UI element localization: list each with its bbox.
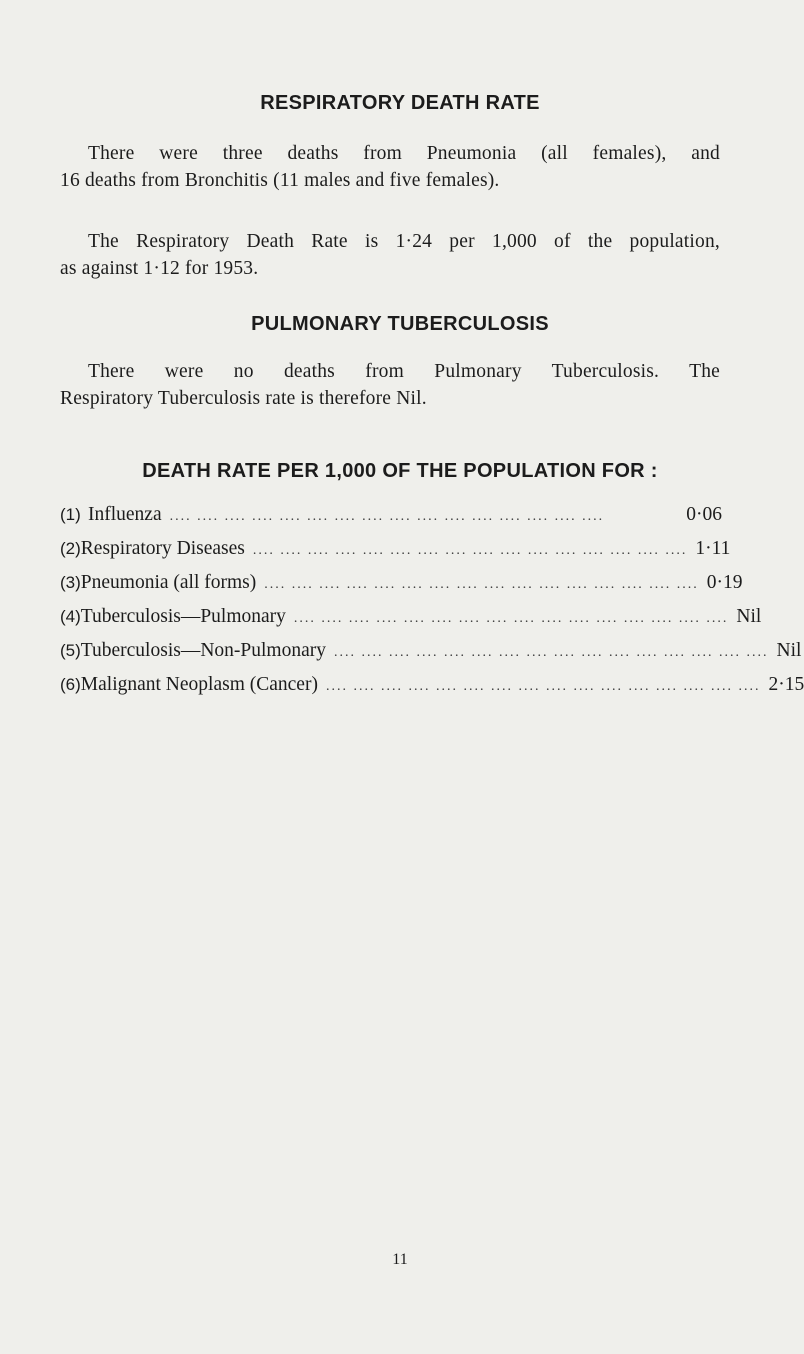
item-value: Nil xyxy=(736,606,762,627)
respiratory-paragraph-2 xyxy=(60,228,720,282)
list-item xyxy=(60,572,743,606)
item-value: 2·15 xyxy=(768,674,804,695)
paragraph-line: The Respiratory Death Rate is 1·24 per 1,000 of the population, xyxy=(88,231,720,252)
item-number: (1) xyxy=(60,505,81,524)
list-item xyxy=(60,674,804,708)
death-rate-list xyxy=(60,504,804,708)
list-item xyxy=(60,538,731,572)
leader-dots: .... .... .... .... .... .... .... .... .... .... .... .... .... .... .... .... xyxy=(293,611,729,626)
leader-dots: .... .... .... .... .... .... .... .... .... .... .... .... .... .... .... .... xyxy=(169,509,605,524)
leader-dots: .... .... .... .... .... .... .... .... .... .... .... .... .... .... .... .... xyxy=(252,543,688,558)
list-item xyxy=(60,504,722,538)
item-value: 0·19 xyxy=(706,572,743,593)
page-number: 11 xyxy=(392,1251,408,1268)
item-label: Malignant Neoplasm (Cancer) xyxy=(80,674,318,695)
item-label: Tuberculosis—Non-Pulmonary xyxy=(80,640,326,661)
item-number: (6) xyxy=(60,675,81,694)
leader-dots: .... .... .... .... .... .... .... .... .... .... .... .... .... .... .... .... xyxy=(264,577,699,592)
death-rate-heading: DEATH RATE PER 1,000 OF THE POPULATION FOR : xyxy=(142,460,658,482)
paragraph-line: Respiratory Tuberculosis rate is therefore Nil. xyxy=(60,388,427,409)
list-item xyxy=(60,640,802,674)
tuberculosis-paragraph xyxy=(60,358,720,412)
tuberculosis-heading: PULMONARY TUBERCULOSIS xyxy=(251,313,549,335)
leader-dots: .... .... .... .... .... .... .... .... .... .... .... .... .... .... .... .... xyxy=(325,679,761,694)
item-label: Respiratory Diseases xyxy=(80,538,245,559)
item-number: (4) xyxy=(60,607,81,626)
item-label: Influenza xyxy=(88,504,162,525)
paragraph-line: as against 1·12 for 1953. xyxy=(60,258,259,279)
respiratory-heading: RESPIRATORY DEATH RATE xyxy=(260,92,540,114)
paragraph-line: There were no deaths from Pulmonary Tuberculosis. The xyxy=(88,361,720,382)
item-label: Tuberculosis—Pulmonary xyxy=(80,606,286,627)
item-value: 1·11 xyxy=(695,538,731,559)
item-number: (2) xyxy=(60,539,81,558)
item-number: (3) xyxy=(60,573,81,592)
paragraph-line: There were three deaths from Pneumonia (all females), and xyxy=(88,143,720,164)
item-label: Pneumonia (all forms) xyxy=(80,572,257,593)
item-value: Nil xyxy=(776,640,802,661)
list-item xyxy=(60,606,762,640)
respiratory-paragraph-1 xyxy=(60,140,720,194)
item-value: 0·06 xyxy=(686,504,722,525)
item-number: (5) xyxy=(60,641,81,660)
leader-dots: .... .... .... .... .... .... .... .... .... .... .... .... .... .... .... .... xyxy=(333,645,769,660)
paragraph-line: 16 deaths from Bronchitis (11 males and five females). xyxy=(60,170,500,191)
